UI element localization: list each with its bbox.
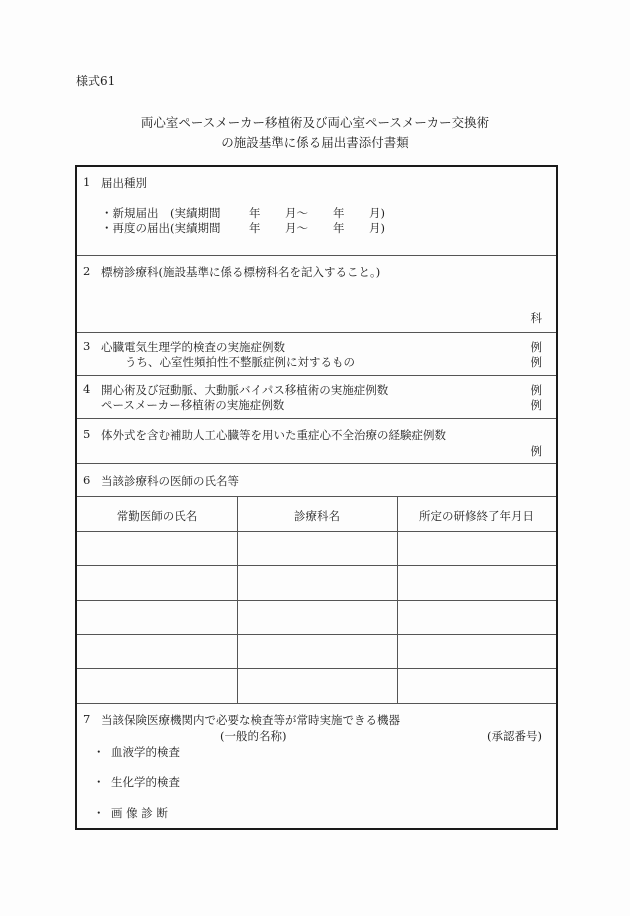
divider: [77, 332, 556, 333]
bullet: ・: [93, 806, 105, 820]
section-3-unit1: 例: [530, 340, 542, 354]
table-cell-name-1[interactable]: [77, 532, 237, 565]
biochemistry-test-label: 生化学的検査: [111, 775, 180, 789]
re-month-to[interactable]: 月): [369, 221, 385, 235]
general-name-column-label: (一般的名称): [220, 729, 287, 743]
header-physician-name: 常勤医師の氏名: [116, 509, 198, 523]
re-year-to[interactable]: 年: [333, 221, 345, 235]
section-4-unit1: 例: [530, 383, 542, 397]
section-4-line2: ペースメーカー移植術の実施症例数: [101, 398, 285, 412]
table-cell-dept-1[interactable]: [238, 532, 397, 565]
divider: [77, 703, 556, 704]
divider: [77, 375, 556, 376]
department-unit: 科: [530, 311, 542, 325]
section-1-number: 1: [83, 175, 91, 189]
divider: [77, 463, 556, 464]
divider: [77, 418, 556, 419]
re-year-from[interactable]: 年: [249, 221, 261, 235]
new-month-to[interactable]: 月): [369, 206, 385, 220]
document-title-line1: 両心室ペースメーカー移植術及び両心室ペースメーカー交換術: [140, 115, 490, 130]
table-cell-name-2[interactable]: [77, 566, 237, 600]
section-4-number: 4: [83, 382, 91, 396]
section-6-heading: 当該診療科の医師の氏名等: [101, 474, 239, 488]
section-2-heading: 標榜診療科(施設基準に係る標榜科名を記入すること。): [101, 265, 381, 279]
table-cell-dept-5[interactable]: [238, 669, 397, 703]
approval-number-column-label: (承認番号): [487, 729, 542, 743]
section-1-heading: 届出種別: [101, 176, 147, 190]
table-top-border: [77, 496, 556, 497]
divider: [77, 255, 556, 256]
table-cell-date-3[interactable]: [398, 601, 556, 634]
table-cell-date-1[interactable]: [398, 532, 556, 565]
section-7-heading: 当該保険医療機関内で必要な検査等が常時実施できる機器: [101, 713, 400, 727]
section-2-number: 2: [83, 264, 91, 278]
new-year-to[interactable]: 年: [333, 206, 345, 220]
section-5-unit: 例: [530, 444, 542, 458]
new-month-from[interactable]: 月～: [285, 206, 308, 220]
header-training-date: 所定の研修終了年月日: [419, 509, 534, 523]
section-5-line1: 体外式を含む補助人工心臓等を用いた重症心不全治療の経験症例数: [101, 428, 446, 442]
section-5-number: 5: [83, 427, 91, 441]
document-title-line2: の施設基準に係る届出書添付書類: [221, 135, 409, 150]
section-4-line1: 開心術及び冠動脈、大動脈バイパス移植術の実施症例数: [101, 383, 389, 397]
table-cell-date-5[interactable]: [398, 669, 556, 703]
bullet: ・: [93, 745, 105, 759]
form-id: 様式61: [76, 74, 116, 88]
section-3-number: 3: [83, 339, 91, 353]
form-frame: [75, 165, 558, 830]
table-cell-dept-4[interactable]: [238, 635, 397, 668]
table-cell-date-4[interactable]: [398, 635, 556, 668]
table-cell-name-5[interactable]: [77, 669, 237, 703]
imaging-diagnosis-label: 画 像 診 断: [111, 806, 168, 820]
section-6-number: 6: [83, 473, 91, 487]
section-3-unit2: 例: [530, 355, 542, 369]
table-cell-name-4[interactable]: [77, 635, 237, 668]
table-cell-name-3[interactable]: [77, 601, 237, 634]
new-year-from[interactable]: 年: [249, 206, 261, 220]
table-cell-dept-3[interactable]: [238, 601, 397, 634]
hematology-test-label: 血液学的検査: [111, 745, 180, 759]
header-department: 診療科名: [294, 509, 340, 523]
new-notification-label: ・新規届出 (実績期間: [101, 206, 221, 220]
section-4-unit2: 例: [530, 398, 542, 412]
table-cell-date-2[interactable]: [398, 566, 556, 600]
re-month-from[interactable]: 月～: [285, 221, 308, 235]
bullet: ・: [93, 775, 105, 789]
section-3-line2: うち、心室性頻拍性不整脈症例に対するもの: [125, 355, 355, 369]
section-3-line1: 心臓電気生理学的検査の実施症例数: [101, 340, 285, 354]
table-cell-dept-2[interactable]: [238, 566, 397, 600]
section-7-number: 7: [83, 712, 91, 726]
re-notification-label: ・再度の届出(実績期間: [101, 221, 221, 235]
